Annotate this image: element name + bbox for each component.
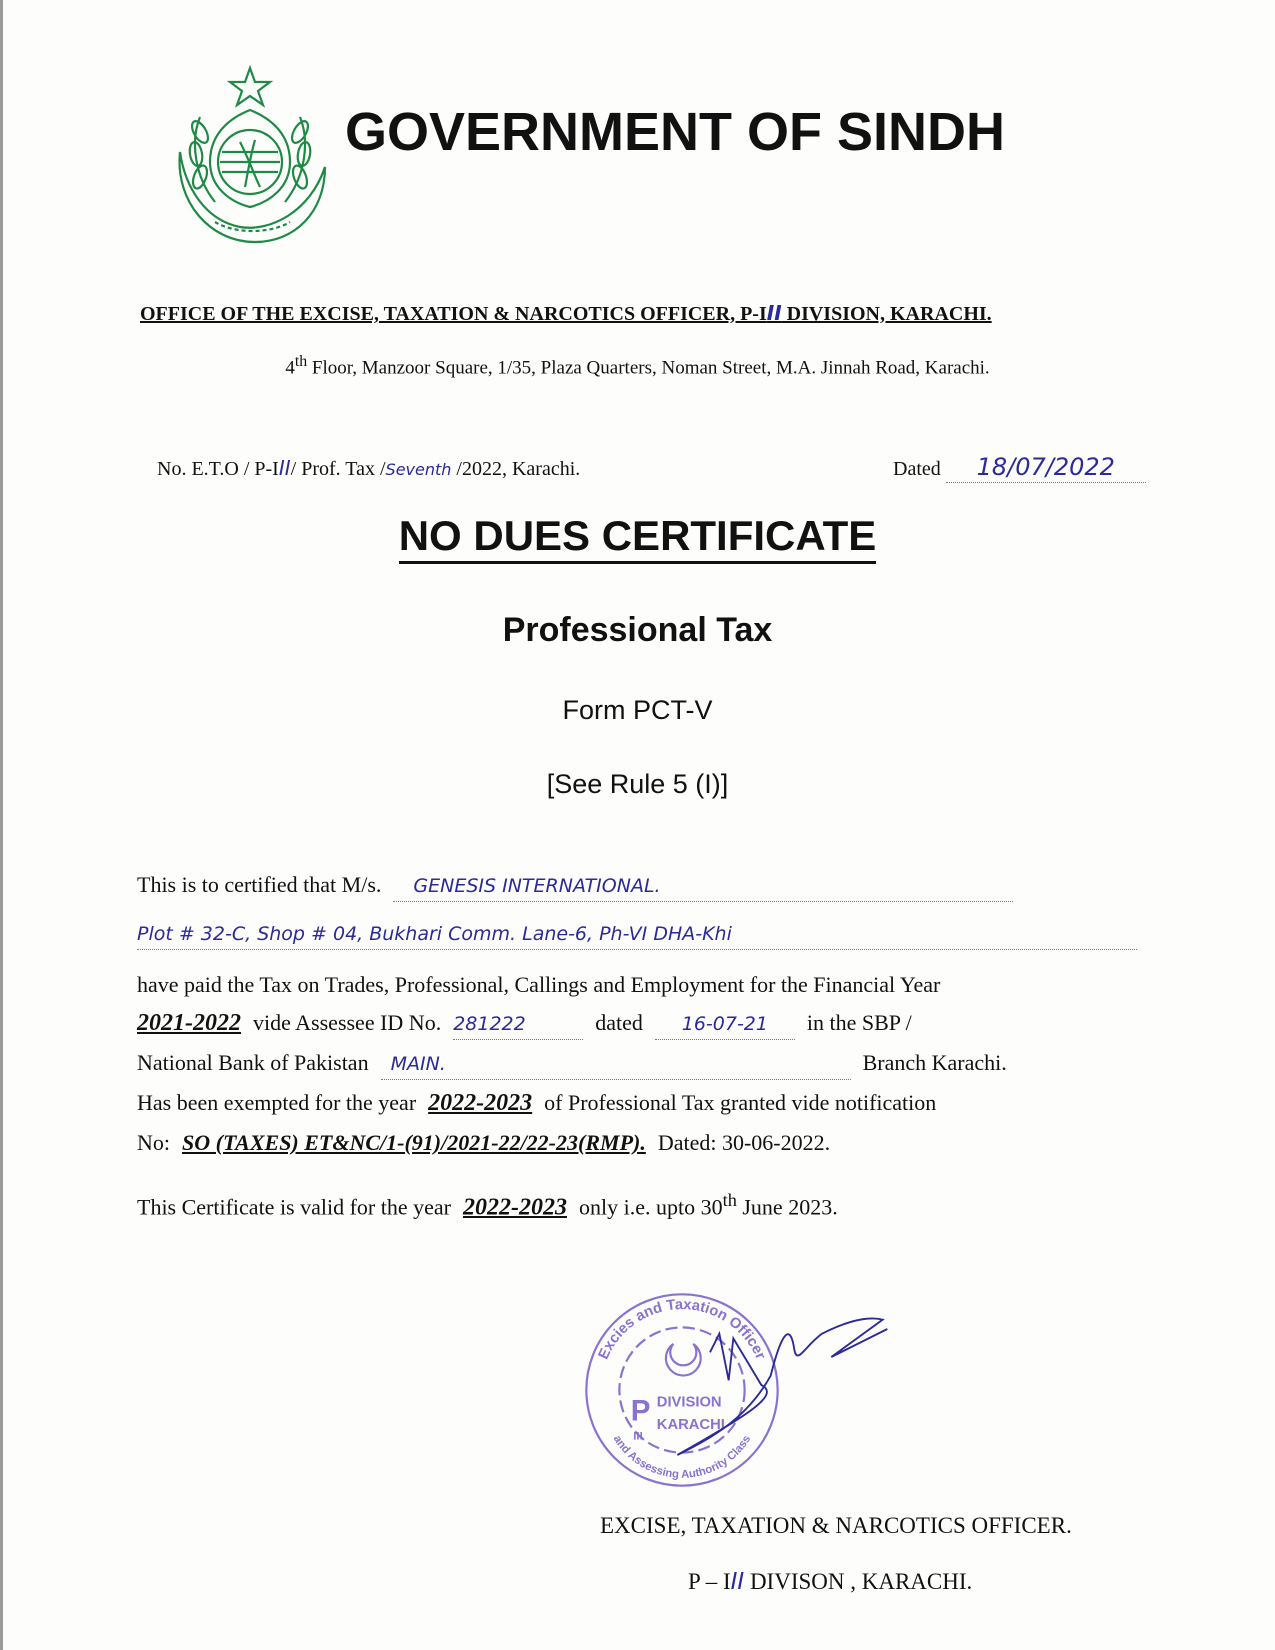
rule-reference: [See Rule 5 (I)] xyxy=(546,769,729,799)
reference-middle: / Prof. Tax / xyxy=(290,458,386,480)
bank-suffix: in the SBP / xyxy=(806,1010,912,1035)
exemption-line xyxy=(137,1088,936,1118)
notification-line xyxy=(137,1128,830,1158)
stamp-city: KARACHI xyxy=(656,1417,725,1434)
address-line-handwritten xyxy=(137,918,1137,950)
issue-date xyxy=(893,452,1146,484)
reference-suffix: /2022, Karachi. xyxy=(451,458,581,480)
branch-suffix: Branch Karachi. xyxy=(862,1050,1007,1075)
validity-line xyxy=(137,1185,838,1222)
address-floor: 4 xyxy=(285,357,295,379)
notification-number: SO (TAXES) ET&NC/1-(91)/2021-22/22-23(RMP). xyxy=(182,1130,646,1155)
valid-suffix: June 2023. xyxy=(736,1194,838,1220)
officer-title: EXCISE, TAXATION & NARCOTICS OFFICER. xyxy=(600,1513,1072,1538)
address-rest: Floor, Manzoor Square, 1/35, Plaza Quarters, Noman Street, M.A. Jinnah Road, Karachi. xyxy=(307,357,990,379)
valid-year: 2022-2023 xyxy=(463,1194,567,1221)
assessee-line xyxy=(137,1008,912,1040)
office-address xyxy=(0,350,1275,380)
stamp-iii: III xyxy=(633,1430,643,1443)
valid-prefix: This Certificate is valid for the year xyxy=(137,1194,451,1220)
bank-line xyxy=(137,1048,1007,1080)
stamp-top-text: Excies and Taxation Officer xyxy=(595,1297,769,1362)
certify-label: This is to certified that M/s. xyxy=(137,872,382,897)
certificate-title xyxy=(0,510,1275,562)
paid-date-handwritten: 16-07-21 xyxy=(655,1009,795,1040)
reference-prefix: No. E.T.O / P-I xyxy=(157,458,279,480)
branch-handwritten: MAIN. xyxy=(381,1049,851,1080)
company-address-handwritten: Plot # 32-C, Shop # 04, Bukhari Comm. Lane-6, Ph-VI DHA-Khi xyxy=(137,919,1137,950)
company-name-handwritten: GENESIS INTERNATIONAL. xyxy=(393,871,1013,902)
form-number: Form PCT-V xyxy=(562,695,713,725)
assessee-id-handwritten: 281222 xyxy=(453,1009,583,1040)
office-division-handwritten: II xyxy=(766,301,782,325)
officer-division xyxy=(688,1568,972,1596)
scan-edge xyxy=(0,0,3,1650)
address-sup: th xyxy=(294,353,308,370)
dated-label: Dated xyxy=(893,458,941,480)
division-prefix: P – I xyxy=(688,1569,731,1594)
reference-division-handwritten: II xyxy=(278,456,291,480)
office-prefix: OFFICE OF THE EXCISE, TAXATION & NARCOTICS OFFICER, P-I xyxy=(140,303,767,325)
valid-mid: only i.e. upto 30 xyxy=(579,1194,723,1220)
paid-dated-label: dated xyxy=(595,1010,643,1035)
signature-icon xyxy=(640,1300,920,1470)
paid-text: have paid the Tax on Trades, Professional, Callings and Employment for the Financial Year xyxy=(137,972,941,997)
certificate-title-text: NO DUES CERTIFICATE xyxy=(399,512,877,564)
assessee-label: vide Assessee ID No. xyxy=(253,1010,442,1035)
exempt-prefix: Has been exempted for the year xyxy=(137,1090,417,1115)
paid-line xyxy=(137,970,940,1000)
stamp-division: DIVISION xyxy=(656,1394,722,1411)
reference-number xyxy=(157,455,580,483)
stamp-bottom-text: and Assessing Authority Class xyxy=(610,1433,754,1481)
division-handwritten: II xyxy=(730,1569,745,1595)
certify-line xyxy=(137,870,1013,902)
government-title: GOVERNMENT OF SINDH xyxy=(345,102,1006,162)
office-heading xyxy=(140,300,992,327)
office-suffix: DIVISION, KARACHI. xyxy=(781,303,992,325)
certificate-subtitle: Professional Tax xyxy=(502,611,773,649)
sindh-government-emblem-icon xyxy=(160,62,340,247)
financial-year: 2021-2022 xyxy=(137,1010,241,1036)
exempt-suffix: of Professional Tax granted vide notification xyxy=(544,1090,937,1115)
exempt-year: 2022-2023 xyxy=(428,1090,533,1116)
bank-name: National Bank of Pakistan xyxy=(137,1050,369,1075)
notification-label: No: xyxy=(137,1130,170,1155)
dated-value-handwritten: 18/07/2022 xyxy=(946,452,1146,483)
notification-dated: Dated: 30-06-2022. xyxy=(657,1130,831,1155)
reference-serial-handwritten: Seventh xyxy=(385,460,452,479)
division-suffix: DIVISON , KARACHI. xyxy=(744,1569,973,1594)
stamp-p: P xyxy=(630,1394,651,1428)
valid-sup: th xyxy=(722,1190,737,1210)
